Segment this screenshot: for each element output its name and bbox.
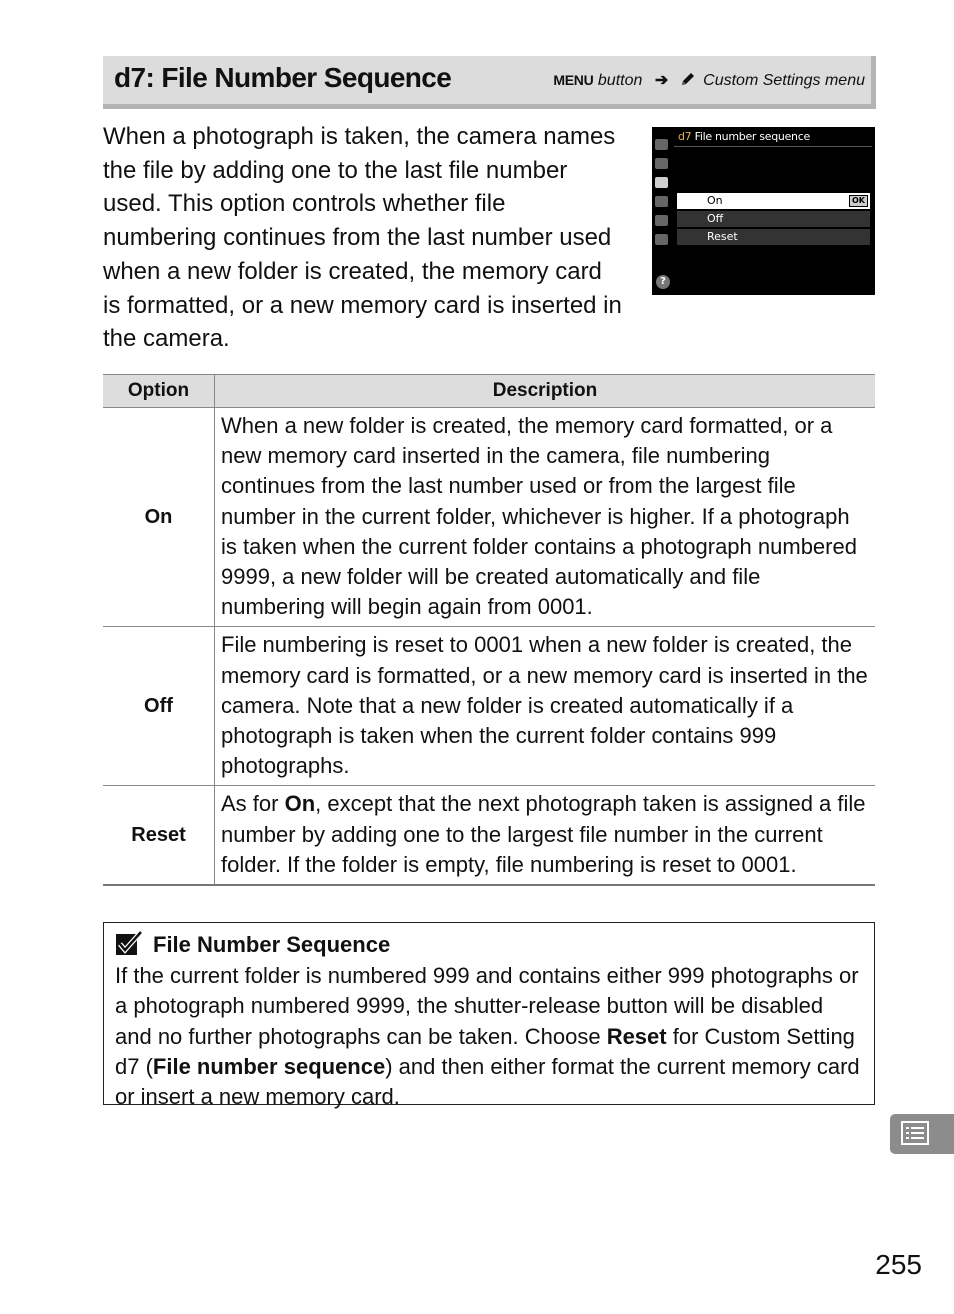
custom-settings-menu-label: Custom Settings menu: [703, 72, 865, 89]
screen-option-label: Off: [707, 212, 724, 225]
help-icon: ?: [656, 275, 670, 289]
description-text: , except that the next photograph taken is assigned a file number by adding one to the largest file number in the current folder. If the folder is empty, file numbering is reset to 0001.: [221, 791, 866, 877]
description-bold: On: [284, 791, 316, 817]
menu-button-label: MENU: [553, 72, 594, 88]
wrench-icon: [655, 196, 668, 207]
note-bold: File number sequence: [152, 1053, 386, 1079]
page-title: d7: File Number Sequence: [114, 62, 452, 93]
note-body: [115, 961, 863, 1112]
options-table: [103, 374, 875, 886]
option-cell: Off: [103, 627, 215, 786]
screen-code: d7: [678, 130, 692, 143]
description-cell: [215, 786, 876, 885]
retouch-icon: [655, 215, 668, 226]
note-text: for Custom Setting d7 (: [115, 1023, 855, 1079]
section-tab[interactable]: [890, 1114, 954, 1154]
ok-badge: OK: [849, 195, 868, 207]
description-cell: When a new folder is created, the memory card formatted, or a new memory card inserted in the camera, file numbering continues from the last number used or from the largest file number in the current folder, whichever is higher. If a photograph is taken when the current folder contains a photograph numbered 9999, a new folder will be created automatically and file numbering will begin again from 0001.: [215, 408, 876, 627]
screen-option-off: [677, 211, 870, 227]
description-cell: File numbering is reset to 0001 when a new folder is created, the memory card is formatted, or a new memory card is inserted in the camera. Note that a new folder is created automatically if a photograph is taken when the current folder contains 999 photographs.: [215, 627, 876, 786]
page-number: 255: [875, 1249, 922, 1280]
pencil-icon: [680, 71, 696, 92]
screen-option-label: Reset: [707, 230, 738, 243]
checkmark-icon: [115, 930, 143, 965]
note-text: If the current folder is numbered 999 and contains either 999 photographs or a photograph numbered 9999, the shutter-release button will be disabled and no further photographs can be taken. Choose: [115, 963, 859, 1049]
intro-paragraph: When a photograph is taken, the camera names the file by adding one to the last file number used. This option controls whether file numbering continues from the last number used when a new folder is created, the memory card is formatted, or a new memory card is inserted in the camera.: [103, 123, 622, 353]
playback-menu-icon: [655, 139, 668, 150]
option-cell: On: [103, 408, 215, 627]
note-heading: [115, 929, 863, 961]
option-column-header: Option: [103, 375, 215, 408]
custom-settings-icon: [655, 177, 668, 188]
screen-divider: [674, 146, 872, 147]
screen-options: [677, 193, 870, 247]
my-menu-icon: [655, 234, 668, 245]
description-column-header: Description: [215, 375, 876, 408]
list-menu-icon: [901, 1121, 929, 1149]
note-box: [103, 922, 875, 1110]
menu-breadcrumb: [553, 70, 865, 92]
description-text: As for: [221, 791, 285, 817]
note-text: ) and then either format the current memory card or insert a new memory card.: [115, 1053, 860, 1110]
screen-title-text: File number sequence: [694, 130, 810, 143]
button-word: button: [597, 72, 643, 89]
table-row: [103, 627, 875, 786]
table-row: [103, 408, 875, 627]
screen-title: [678, 130, 810, 143]
screen-option-reset: [677, 229, 870, 245]
option-cell: Reset: [103, 786, 215, 885]
arrow-icon: ➔: [654, 72, 669, 89]
screen-option-on: [677, 193, 870, 209]
table-row: [103, 786, 875, 885]
note-bold: Reset: [606, 1023, 667, 1049]
table-header-row: [103, 375, 875, 408]
note-heading-text: File Number Sequence: [153, 932, 391, 957]
camera-menu-icon: [655, 158, 668, 169]
screen-option-label: On: [707, 194, 723, 207]
page-header: [103, 56, 876, 109]
camera-menu-screenshot: [652, 127, 875, 295]
menu-tab-icons: [655, 139, 671, 253]
